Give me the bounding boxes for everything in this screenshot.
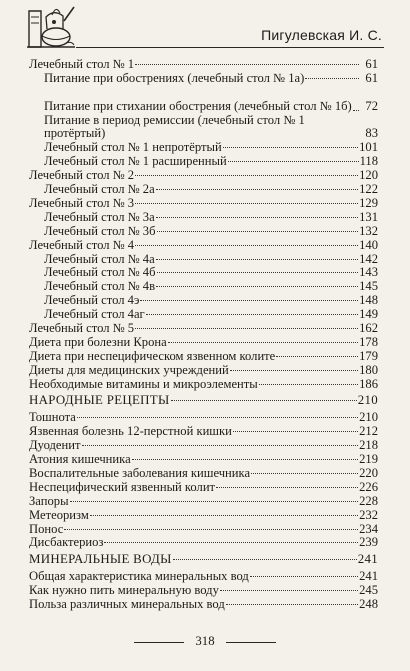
toc-entry-title: Язвенная болезнь 12-перстной кишки — [29, 424, 232, 439]
toc-entry-page: 162 — [359, 320, 378, 335]
toc-entry — [29, 294, 378, 308]
toc-entry-page: 83 — [365, 126, 378, 141]
toc-entry — [29, 197, 378, 211]
toc-entry — [29, 598, 378, 612]
toc-dot-leader — [146, 314, 358, 315]
toc-entry-page: 248 — [359, 597, 378, 612]
toc-entry — [29, 425, 378, 439]
footer-rule-left — [134, 642, 184, 643]
toc-entry-page: 143 — [359, 265, 378, 280]
toc-entry-page: 140 — [359, 237, 378, 252]
toc-dot-leader — [82, 445, 359, 446]
toc-dot-leader — [353, 110, 359, 111]
toc-entry-title: Запоры — [29, 493, 69, 508]
toc-entry — [29, 225, 378, 239]
toc-entry-title: Питание при обострениях (лечебный стол № 1а) — [44, 70, 305, 85]
toc-entry-page: 228 — [359, 493, 378, 508]
toc-entry-page: 61 — [365, 70, 378, 85]
toc-entry — [29, 155, 378, 169]
toc-entry-page: 219 — [359, 452, 378, 467]
toc-entry — [29, 211, 378, 225]
toc-entry — [29, 523, 378, 537]
toc-entry-title: Диеты для медицинских учреждений — [29, 362, 229, 377]
toc-entry — [29, 253, 378, 267]
toc-dot-leader — [305, 78, 359, 79]
toc-entry-title: Лечебный стол № 4а — [44, 251, 155, 266]
toc-entry-page: 241 — [357, 552, 378, 567]
toc-entry-page: 61 — [365, 57, 378, 71]
toc-entry-title: Тошнота — [29, 410, 76, 425]
toc-entry-title: Лечебный стол № 3 — [29, 195, 135, 210]
toc-entry — [29, 169, 378, 183]
toc-entry-page: 245 — [359, 583, 378, 598]
toc-dot-leader — [77, 417, 358, 418]
toc-entry-page: 210 — [357, 393, 378, 408]
toc-entry-title: Лечебный стол № 5 — [29, 320, 135, 335]
toc-dot-leader — [259, 384, 358, 385]
toc-entry — [29, 183, 378, 197]
toc-entry — [29, 280, 378, 294]
toc-entry-page: 122 — [359, 182, 378, 197]
page-header — [0, 0, 410, 52]
toc-entry — [29, 378, 378, 392]
toc-dot-leader — [135, 245, 358, 246]
toc-entry-title: Диета при неспецифическом язвенном колите — [29, 348, 276, 363]
toc-entry-page: 186 — [359, 376, 378, 391]
toc-dot-leader — [90, 515, 358, 516]
toc-entry — [29, 439, 378, 453]
toc-entry-page: 72 — [365, 98, 378, 113]
toc-entry — [29, 114, 378, 142]
toc-entry-title: Лечебный стол № 4в — [44, 279, 156, 294]
toc-dot-leader — [223, 147, 358, 148]
toc-entry — [29, 350, 378, 364]
toc-entry — [29, 509, 378, 523]
toc-entry-title: Лечебный стол № 2а — [44, 182, 155, 197]
toc-entry-title: Лечебный стол № 4 — [29, 237, 135, 252]
toc-entry — [29, 453, 378, 467]
toc-dot-leader — [156, 286, 358, 287]
toc-entry — [29, 467, 378, 481]
toc-entry-page: 239 — [359, 535, 378, 550]
toc-dot-leader — [276, 356, 358, 357]
toc-dot-leader — [135, 328, 358, 329]
toc-entry-title: Дисбактериоз — [29, 535, 104, 550]
toc-entry — [29, 239, 378, 253]
toc-entry-title: Воспалительные заболевания кишечника — [29, 465, 251, 480]
toc-entry-title: Лечебный стол № 3а — [44, 209, 155, 224]
toc-entry-title: Лечебный стол № 1 непротёртый — [44, 140, 222, 155]
toc-entry-title: Питание при стихании обострения (лечебный стол № 1б) — [44, 98, 352, 113]
toc-entry-page: 226 — [359, 479, 378, 494]
toc-dot-leader — [173, 559, 357, 560]
page-footer — [0, 633, 410, 653]
toc-entry-page: 132 — [359, 223, 378, 238]
toc-entry — [29, 570, 378, 584]
toc-entry-page: 180 — [359, 362, 378, 377]
toc-dot-leader — [132, 459, 358, 460]
toc-entry-title: Лечебный стол № 1 — [29, 57, 135, 71]
toc-entry-title: Лечебный стол № 2 — [29, 168, 135, 183]
toc-entry-title: Общая характеристика минеральных вод — [29, 569, 249, 584]
toc-entry — [29, 411, 378, 425]
toc-entry — [29, 266, 378, 280]
toc-entry — [29, 308, 378, 322]
toc-entry-title: Лечебный стол № 4б — [44, 265, 156, 280]
toc-dot-leader — [64, 529, 358, 530]
toc-dot-leader — [70, 501, 359, 502]
toc-entry — [29, 86, 378, 114]
toc-entry-title: Неспецифический язвенный колит — [29, 479, 216, 494]
toc-dot-leader — [135, 64, 359, 65]
toc-dot-leader — [233, 431, 358, 432]
toc-entry-page: 118 — [359, 154, 378, 169]
toc-entry — [29, 364, 378, 378]
toc-dot-leader — [230, 370, 358, 371]
toc-entry — [29, 495, 378, 509]
toc-dot-leader — [228, 161, 359, 162]
cooking-pot-vignette-icon — [26, 3, 76, 50]
toc-dot-leader — [135, 203, 358, 204]
toc-entry-title: Дуоденит — [29, 438, 81, 453]
toc-dot-leader — [156, 259, 358, 260]
toc-entry-page: 218 — [359, 438, 378, 453]
toc-entry-page: 179 — [359, 348, 378, 363]
footer-rule-right — [226, 642, 276, 643]
toc-dot-leader — [168, 342, 358, 343]
toc-entry-title: Диета при болезни Крона — [29, 334, 167, 349]
toc-dot-leader — [251, 473, 358, 474]
toc-entry-title: Лечебный стол 4аг — [44, 307, 145, 322]
toc-entry-page: 234 — [359, 521, 378, 536]
toc-entry — [29, 584, 378, 598]
toc-entry-page: 241 — [359, 569, 378, 584]
page-number: 318 — [195, 634, 215, 648]
toc-entry-page: 142 — [359, 251, 378, 266]
toc-section-heading — [29, 553, 378, 570]
toc-entry-page: 210 — [359, 410, 378, 425]
running-head-author: Пигулевская И. С. — [261, 27, 382, 43]
toc-entry-page: 145 — [359, 279, 378, 294]
toc-entry-title: Понос — [29, 521, 64, 536]
toc-entry-title: Атония кишечника — [29, 452, 131, 467]
toc-entry-title: Лечебный стол № 3б — [44, 223, 156, 238]
toc-entry — [29, 141, 378, 155]
toc-entry — [29, 536, 378, 550]
toc-entry-title: Польза различных минеральных вод — [29, 597, 225, 612]
toc-entry-page: 212 — [359, 424, 378, 439]
toc-entry-title: Метеоризм — [29, 507, 89, 522]
toc-dot-leader — [140, 300, 358, 301]
toc-entry-page: 148 — [359, 293, 378, 308]
toc-dot-leader — [226, 604, 358, 605]
toc-dot-leader — [156, 217, 358, 218]
toc-entry-title: Необходимые витамины и микроэлементы — [29, 376, 258, 391]
toc-entry — [29, 72, 378, 86]
toc-dot-leader — [156, 189, 358, 190]
toc-dot-leader — [250, 576, 358, 577]
toc-entry-title: МИНЕРАЛЬНЫЕ ВОДЫ — [29, 552, 172, 567]
toc-dot-leader — [157, 231, 359, 232]
header-rule — [76, 47, 384, 48]
toc-entry — [29, 58, 378, 72]
toc-entry-title: Как нужно пить минеральную воду — [29, 583, 219, 598]
toc-entry-page: 131 — [359, 209, 378, 224]
toc-entry-page: 101 — [359, 140, 378, 155]
toc-dot-leader — [171, 400, 357, 401]
toc-entry — [29, 336, 378, 350]
toc-entry-page: 120 — [359, 168, 378, 183]
toc-section-heading — [29, 394, 378, 411]
toc-entry-page: 149 — [359, 307, 378, 322]
table-of-contents — [29, 58, 378, 612]
toc-entry-title: Лечебный стол № 1 расширенный — [44, 154, 227, 169]
toc-entry-title: Лечебный стол 4э — [44, 293, 140, 308]
toc-dot-leader — [216, 487, 358, 488]
toc-dot-leader — [157, 272, 359, 273]
toc-entry-page: 178 — [359, 334, 378, 349]
toc-entry-page: 220 — [359, 465, 378, 480]
toc-dot-leader — [220, 590, 358, 591]
toc-dot-leader — [135, 175, 358, 176]
toc-entry-page: 232 — [359, 507, 378, 522]
toc-entry-title: Питание в период ремиссии (лечебный стол № 1 протёртый) — [44, 112, 305, 141]
toc-dot-leader — [104, 542, 358, 543]
toc-entry — [29, 481, 378, 495]
toc-entry — [29, 322, 378, 336]
toc-entry-page: 129 — [359, 195, 378, 210]
toc-entry-title: НАРОДНЫЕ РЕЦЕПТЫ — [29, 393, 170, 408]
